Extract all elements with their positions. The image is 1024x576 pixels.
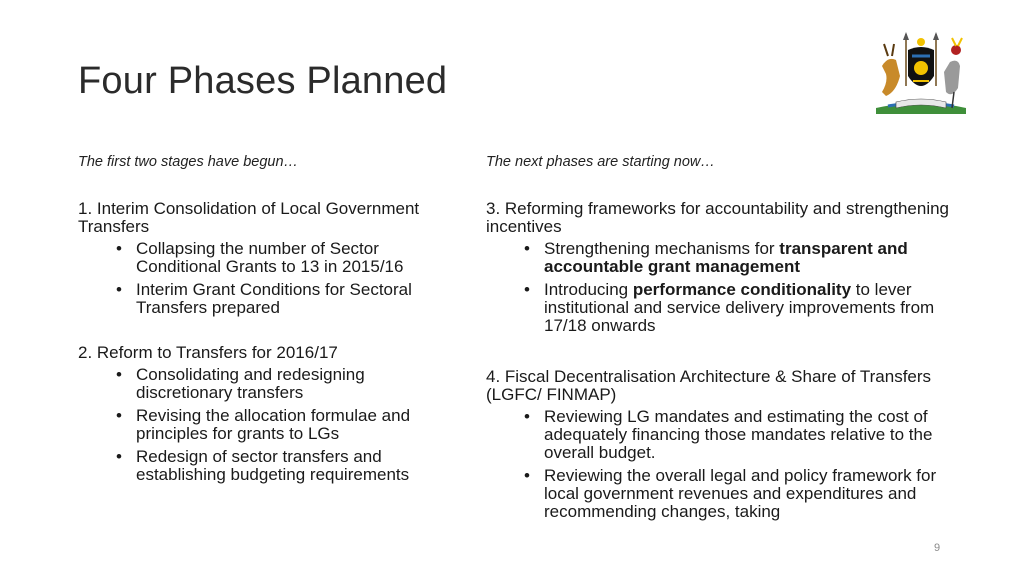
right-subtitle: The next phases are starting now… [486,154,715,170]
list-item: • Interim Grant Conditions for Sectoral Transfers prepared [136,281,458,317]
list-item: • Introducing performance conditionality to lever institutional and service delivery improvements from 17/18 onwards [544,281,956,335]
left-subtitle: The first two stages have begun… [78,154,299,170]
bullet-list [78,366,458,484]
coat-of-arms-icon [866,26,976,118]
list-item: • Redesign of sector transfers and establishing budgeting requirements [136,448,458,484]
section-1 [78,200,458,317]
list-item: • Reviewing LG mandates and estimating the cost of adequately financing those mandates relative to the overall budget. [544,408,956,462]
section-4 [486,368,956,521]
bullet-list [78,240,458,317]
slide-title: Four Phases Planned [78,60,448,102]
section-heading: 1. Interim Consolidation of Local Government Transfers [78,199,420,236]
section-heading: 3. Reforming frameworks for accountability and strengthening incentives [486,199,950,236]
list-item: • Revising the allocation formulae and principles for grants to LGs [136,407,458,443]
page-number: 9 [934,542,941,554]
bullet-list [486,408,956,521]
section-heading: 2. Reform to Transfers for 2016/17 [78,343,338,362]
list-item: • Strengthening mechanisms for transparent and accountable grant management [544,240,956,276]
right-column [486,154,956,526]
bullet-list [486,240,956,335]
section-3 [486,200,956,335]
left-column [78,154,458,489]
section-heading: 4. Fiscal Decentralisation Architecture & Share of Transfers (LGFC/ FINMAP) [486,367,932,404]
section-2 [78,344,458,484]
list-item: • Consolidating and redesigning discretionary transfers [136,366,458,402]
list-item: • Collapsing the number of Sector Conditional Grants to 13 in 2015/16 [136,240,458,276]
list-item: • Reviewing the overall legal and policy framework for local government revenues and expenditures and recommending changes, taking [544,467,956,521]
